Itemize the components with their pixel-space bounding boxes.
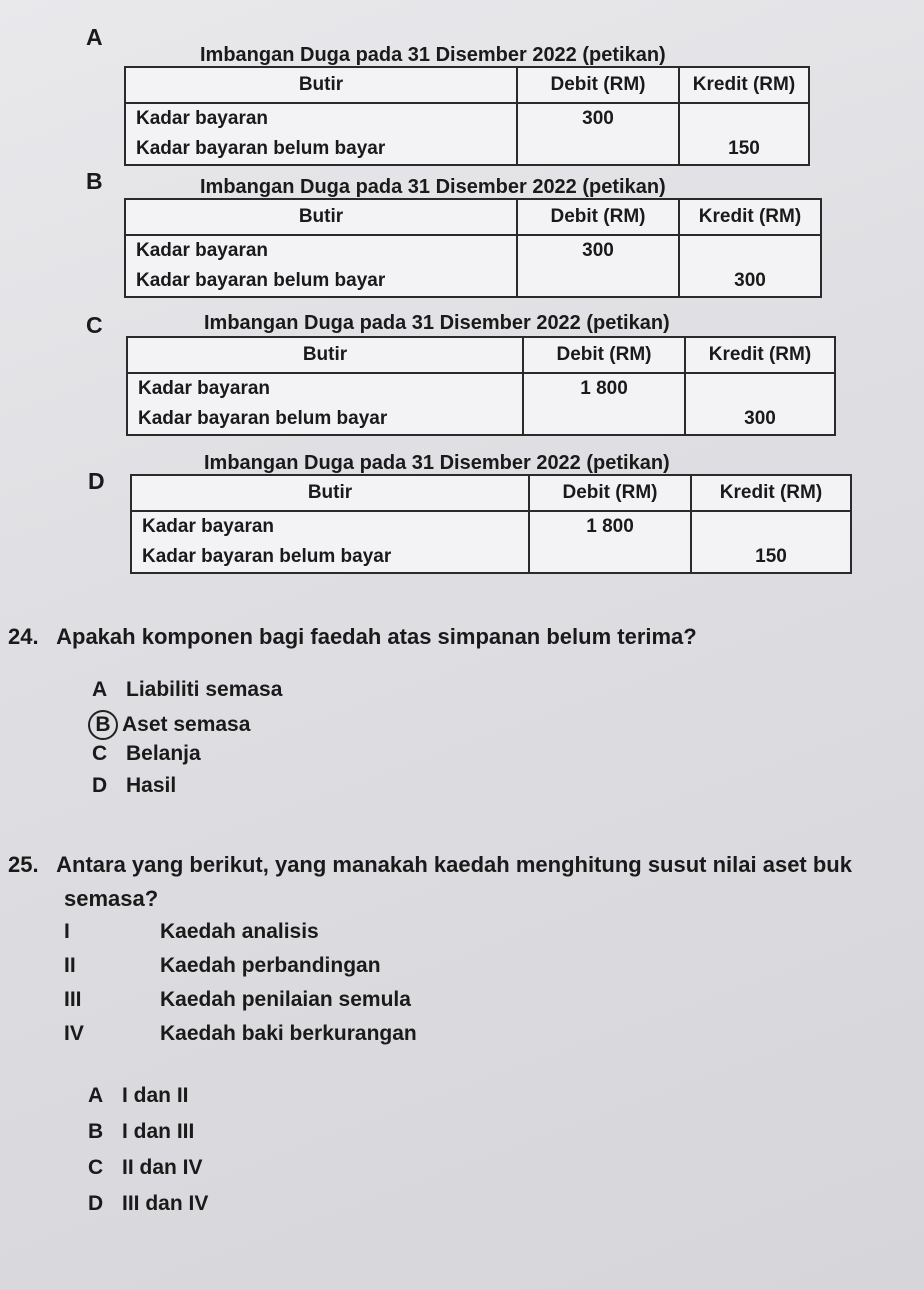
option-letter: A — [88, 1084, 104, 1107]
row-label: Kadar bayaran — [138, 378, 271, 399]
butir-cell — [127, 373, 523, 435]
kredit-cell — [685, 373, 835, 435]
kredit-value: 300 — [744, 408, 776, 429]
option-text: Hasil — [126, 774, 177, 797]
selected-answer-circle: B — [88, 710, 118, 740]
kredit-value — [702, 512, 840, 542]
header-butir: Butir — [131, 475, 529, 511]
question-text: Antara yang berikut, yang manakah kaedah menghitung susut nilai aset buk — [56, 852, 852, 877]
option-letter: C — [92, 742, 108, 765]
statement-text: Kaedah baki berkurangan — [160, 1022, 417, 1045]
option-text: II dan IV — [122, 1156, 203, 1179]
answer-option[interactable] — [88, 1192, 208, 1216]
trial-balance-table — [130, 474, 852, 574]
table-title: Imbangan Duga pada 31 Disember 2022 (petikan) — [200, 176, 666, 198]
answer-option[interactable] — [92, 774, 176, 798]
option-text: Belanja — [126, 742, 201, 765]
debit-value: 300 — [582, 240, 614, 261]
statement-item — [64, 988, 411, 1012]
header-debit: Debit (RM) — [517, 199, 679, 235]
debit-cell — [517, 235, 679, 297]
option-text: Liabiliti semasa — [126, 678, 283, 701]
header-kredit: Kredit (RM) — [691, 475, 851, 511]
option-text: I dan II — [122, 1084, 189, 1107]
option-letter: A — [92, 678, 108, 701]
roman-numeral: I — [64, 920, 70, 943]
debit-cell — [517, 103, 679, 165]
header-debit: Debit (RM) — [517, 67, 679, 103]
option-letter: C — [88, 1156, 104, 1179]
question-number: 25. — [8, 852, 39, 877]
debit-value: 1 800 — [580, 378, 628, 399]
statement-item — [64, 1022, 417, 1046]
debit-cell — [523, 373, 685, 435]
debit-value: 300 — [582, 108, 614, 129]
row-label: Kadar bayaran belum bayar — [136, 138, 386, 159]
kredit-value: 300 — [734, 270, 766, 291]
option-text: I dan III — [122, 1120, 195, 1143]
option-letter: D — [92, 774, 108, 797]
header-butir: Butir — [125, 199, 517, 235]
statement-text: Kaedah penilaian semula — [160, 988, 411, 1011]
row-label: Kadar bayaran — [136, 108, 269, 129]
trial-balance-table — [124, 66, 810, 166]
debit-cell — [529, 511, 691, 573]
butir-cell — [125, 103, 517, 165]
kredit-value — [696, 374, 824, 404]
debit-value — [534, 404, 674, 434]
statement-text: Kaedah analisis — [160, 920, 319, 943]
table-option-letter: D — [88, 468, 105, 494]
row-label: Kadar bayaran — [136, 240, 269, 261]
option-letter: B — [88, 1120, 104, 1143]
table-title: Imbangan Duga pada 31 Disember 2022 (petikan) — [204, 452, 670, 474]
question-text-continued: semasa? — [64, 886, 159, 911]
answer-option-selected[interactable] — [92, 710, 250, 740]
question-24 — [8, 624, 697, 650]
table-option-letter: C — [86, 312, 103, 338]
debit-value — [528, 134, 668, 164]
header-butir: Butir — [125, 67, 517, 103]
statement-item — [64, 954, 381, 978]
table-title: Imbangan Duga pada 31 Disember 2022 (petikan) — [204, 312, 670, 334]
question-25 — [8, 852, 852, 878]
trial-balance-table — [124, 198, 822, 298]
option-text: III dan IV — [122, 1192, 209, 1215]
answer-option[interactable] — [88, 1084, 189, 1108]
statement-text: Kaedah perbandingan — [160, 954, 381, 977]
header-kredit: Kredit (RM) — [685, 337, 835, 373]
answer-option[interactable] — [92, 742, 201, 766]
kredit-cell — [691, 511, 851, 573]
table-title: Imbangan Duga pada 31 Disember 2022 (petikan) — [200, 44, 666, 66]
header-butir: Butir — [127, 337, 523, 373]
answer-option[interactable] — [88, 1120, 194, 1144]
row-label: Kadar bayaran belum bayar — [136, 270, 386, 291]
header-debit: Debit (RM) — [523, 337, 685, 373]
roman-numeral: IV — [64, 1022, 84, 1045]
header-debit: Debit (RM) — [529, 475, 691, 511]
butir-cell — [131, 511, 529, 573]
trial-balance-table — [126, 336, 836, 436]
kredit-cell — [679, 103, 809, 165]
kredit-value — [690, 236, 810, 266]
roman-numeral: II — [64, 954, 76, 977]
debit-value: 1 800 — [586, 516, 634, 537]
kredit-cell — [679, 235, 821, 297]
header-kredit: Kredit (RM) — [679, 67, 809, 103]
option-letter: D — [88, 1192, 104, 1215]
row-label: Kadar bayaran belum bayar — [138, 408, 388, 429]
debit-value — [540, 542, 680, 572]
answer-option[interactable] — [92, 678, 282, 702]
kredit-value: 150 — [755, 546, 787, 567]
row-label: Kadar bayaran — [142, 516, 275, 537]
roman-numeral: III — [64, 988, 82, 1011]
question-number: 24. — [8, 624, 39, 649]
kredit-value: 150 — [728, 138, 760, 159]
header-kredit: Kredit (RM) — [679, 199, 821, 235]
kredit-value — [690, 104, 798, 134]
statement-item — [64, 920, 319, 944]
table-option-letter: B — [86, 168, 103, 194]
table-option-letter: A — [86, 24, 103, 50]
butir-cell — [125, 235, 517, 297]
option-text: Aset semasa — [122, 713, 251, 736]
row-label: Kadar bayaran belum bayar — [142, 546, 392, 567]
answer-option[interactable] — [88, 1156, 203, 1180]
question-text: Apakah komponen bagi faedah atas simpanan belum terima? — [56, 624, 697, 649]
debit-value — [528, 266, 668, 296]
